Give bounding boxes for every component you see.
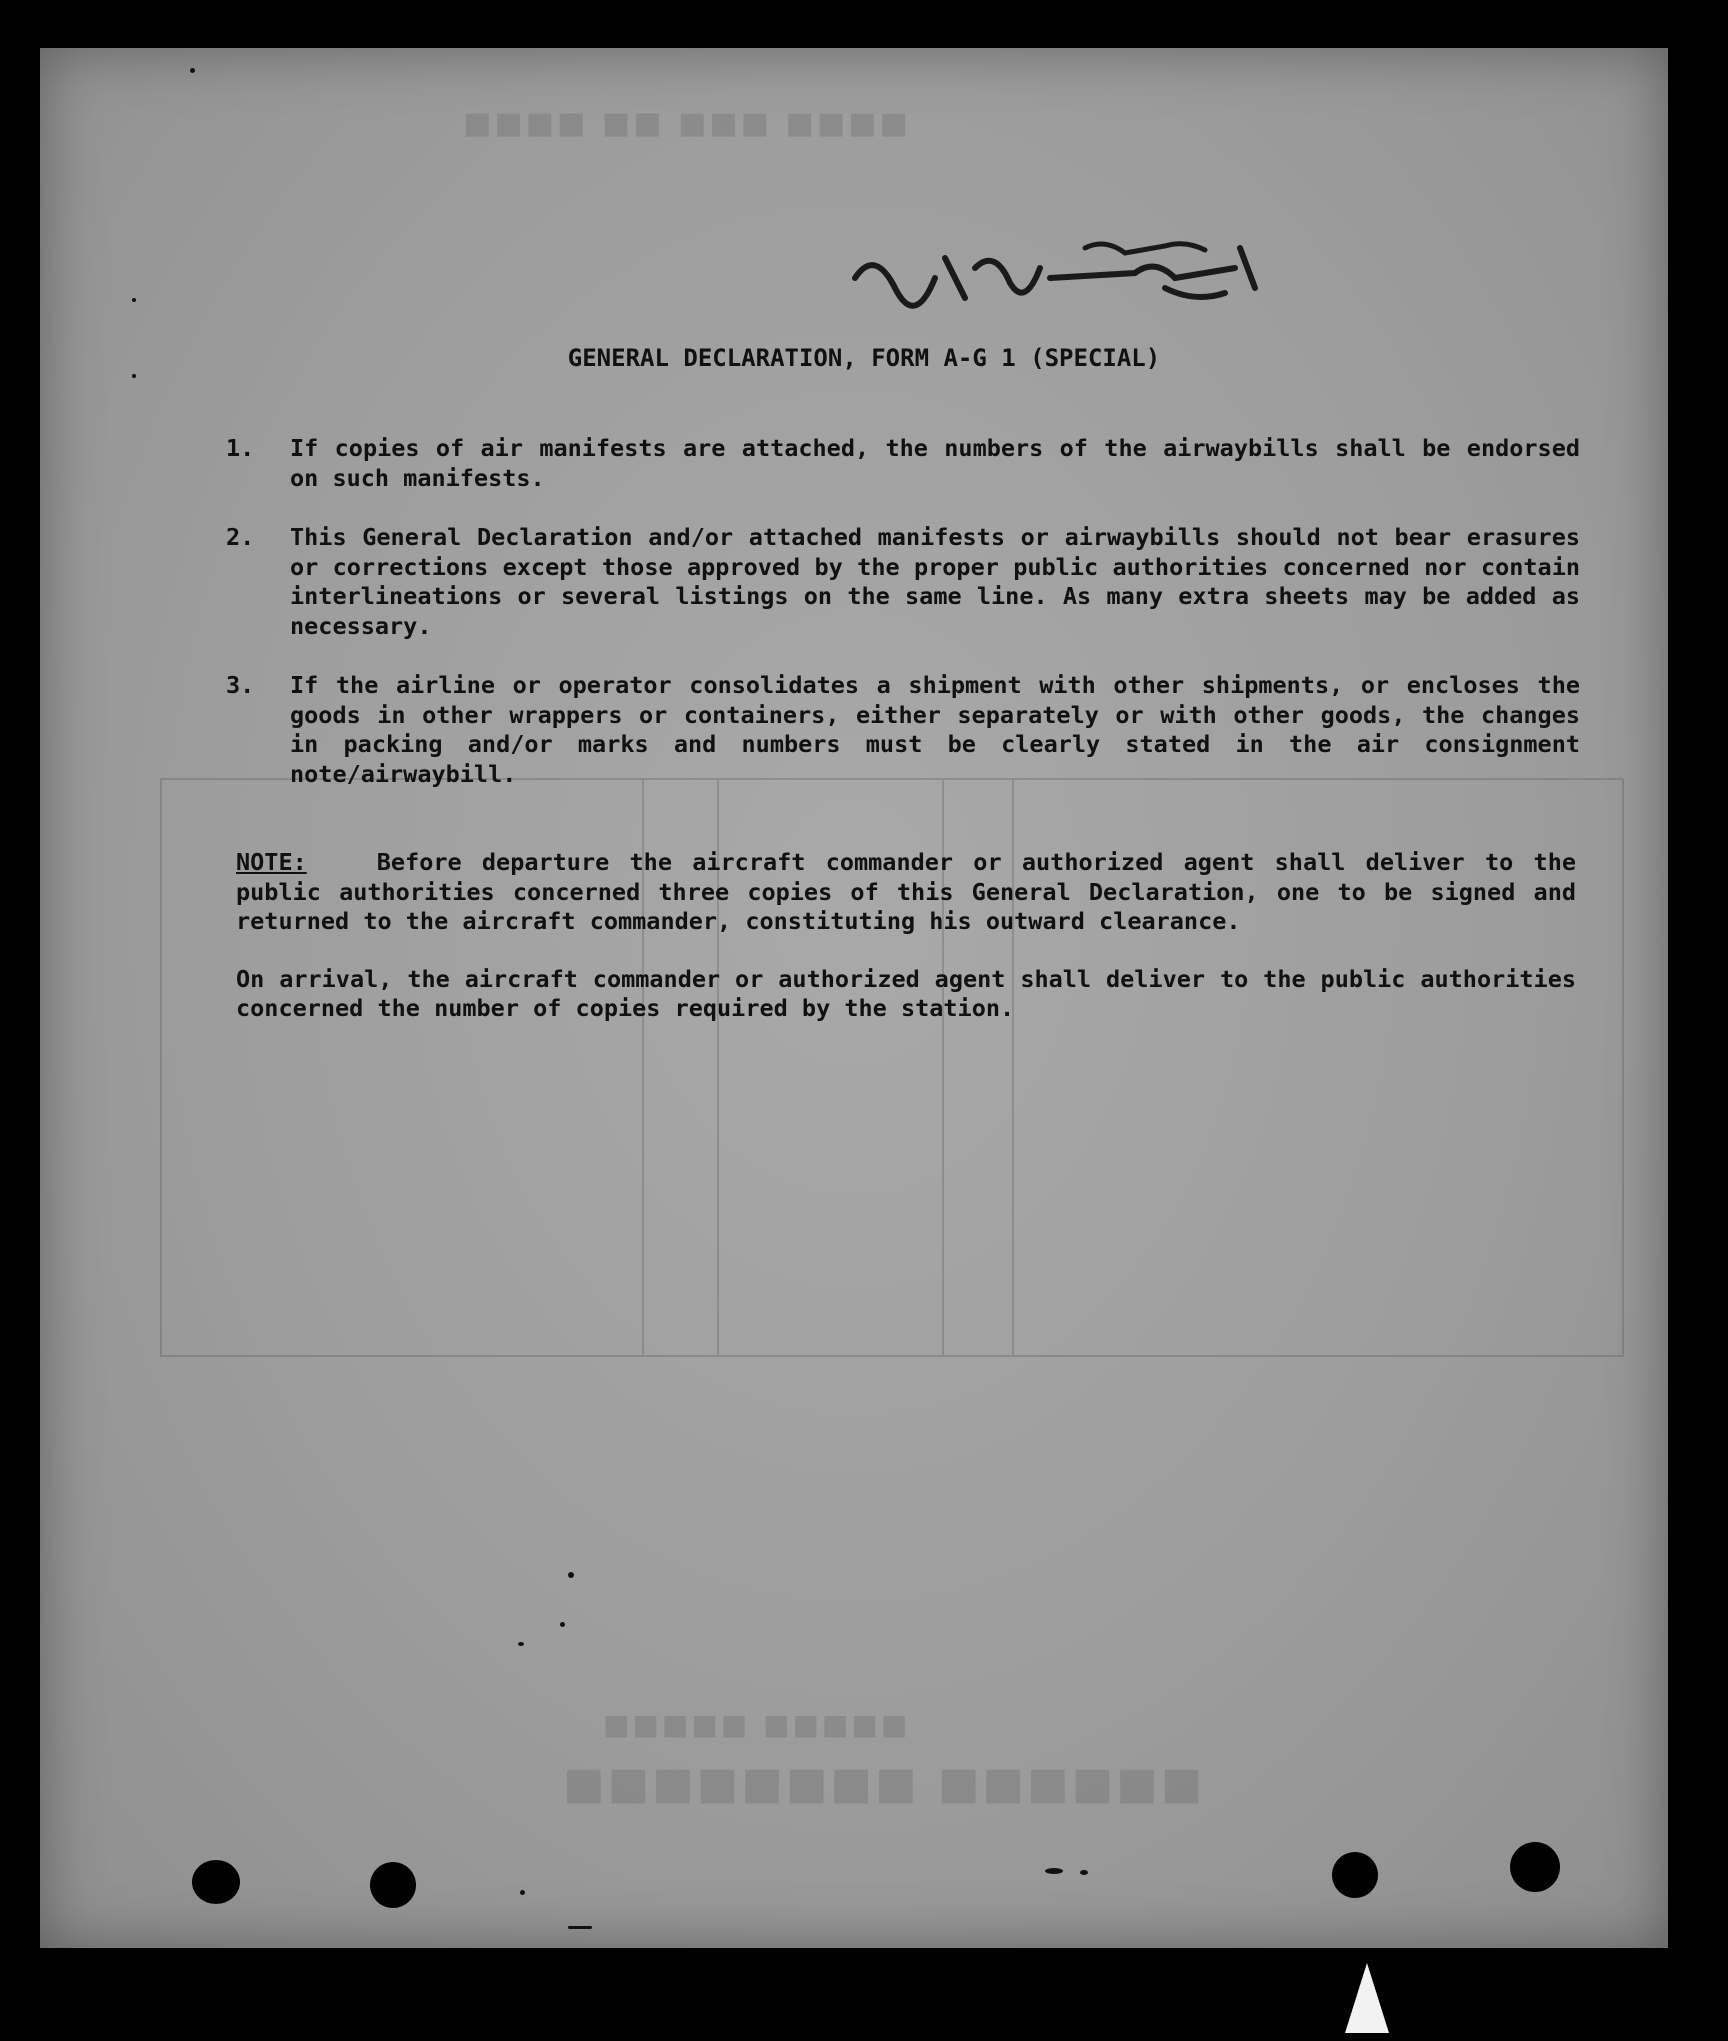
bleed-through-footer: ■■■■■■ ■■■■■■■■ xyxy=(560,1758,1203,1809)
list-item xyxy=(180,671,1580,789)
punch-hole xyxy=(1510,1842,1560,1892)
ink-speck xyxy=(568,1572,574,1578)
punch-hole xyxy=(1332,1852,1378,1898)
note-paragraph xyxy=(236,848,1576,937)
ink-speck xyxy=(132,374,136,378)
list-item xyxy=(180,434,1580,493)
item-number: 3. xyxy=(226,671,255,699)
note-section xyxy=(236,848,1576,1052)
item-number: 1. xyxy=(226,434,255,462)
item-text: If copies of air manifests are attached, the numbers of the airwaybills shall be endorsed on such manifests. xyxy=(290,434,1580,492)
note-text: Before departure the aircraft commander or authorized agent shall deliver to the public authorities concerned three copies of this General Declaration, one to be signed and returned to the aircraft commander, constituting his outward clearance. xyxy=(236,848,1576,935)
bleed-through-header: ■■■■ ■■■ ■■ ■■■■ xyxy=(460,106,908,141)
document-page xyxy=(40,48,1668,1948)
ink-speck xyxy=(1045,1868,1063,1874)
note-label: NOTE: xyxy=(236,848,307,876)
ink-speck xyxy=(560,1622,565,1627)
ink-speck xyxy=(1080,1870,1088,1875)
ink-speck xyxy=(520,1890,525,1895)
bleed-through-footer-2: ■■■■■ ■■■■■ xyxy=(600,1708,908,1741)
item-text: If the airline or operator consolidates a shipment with other shipments, or encloses the goods in other wrappers or containers, either separately or with other goods, the changes in packing and/or marks and numbers must be clearly stated in the air consignment note/airwaybill. xyxy=(290,671,1580,788)
ink-speck xyxy=(518,1642,524,1646)
paper-tear xyxy=(1345,1963,1389,2033)
ink-speck xyxy=(568,1926,592,1929)
item-number: 2. xyxy=(226,523,255,551)
handwritten-annotation xyxy=(835,218,1295,338)
arrival-paragraph: On arrival, the aircraft commander or authorized agent shall deliver to the public authorities concerned the number of copies required by the station. xyxy=(236,964,1576,1022)
punch-hole xyxy=(370,1862,416,1908)
punch-hole xyxy=(192,1860,240,1904)
document-title: GENERAL DECLARATION, FORM A-G 1 (SPECIAL) xyxy=(567,344,1161,372)
instruction-list xyxy=(180,434,1580,819)
list-item xyxy=(180,523,1580,641)
ink-speck xyxy=(190,68,195,73)
item-text: This General Declaration and/or attached manifests or airwaybills should not bear erasures or corrections except those approved by the proper public authorities concerned nor contain interlineations or several listings on the same line. As many extra sheets may be added as necessary. xyxy=(290,523,1580,640)
ink-speck xyxy=(132,298,136,302)
